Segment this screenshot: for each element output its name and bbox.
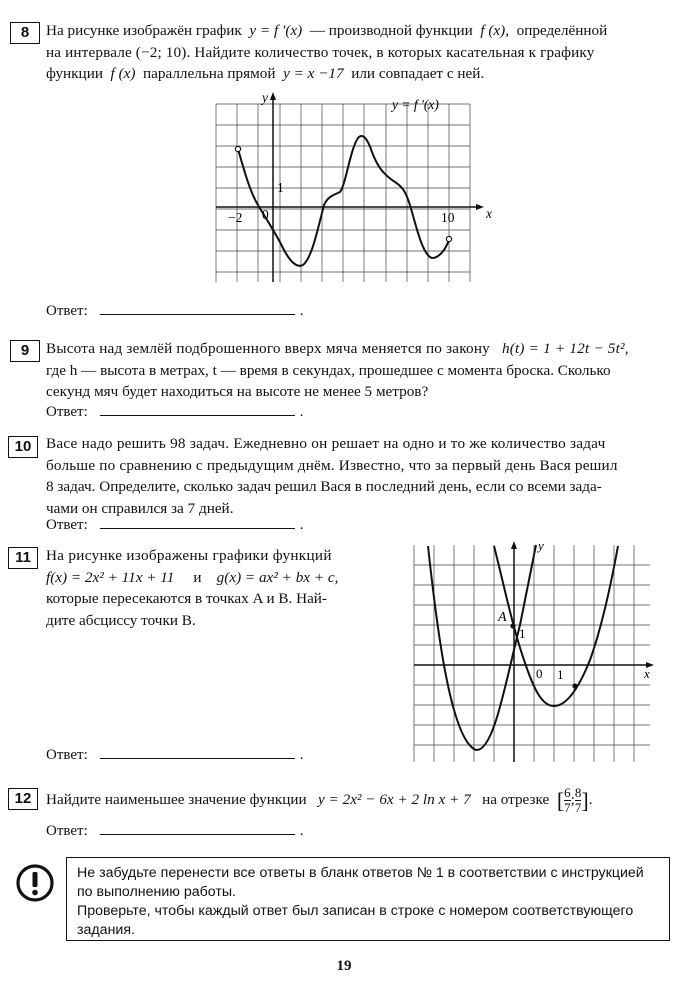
task8-line1: На рисунке изображён график y = f ′(x) — производной функции f (x), определённой (46, 22, 608, 39)
notice-box (66, 857, 670, 941)
answer-label: Ответ: (46, 303, 88, 319)
task8-derivative-curve (238, 136, 449, 266)
task11-y-arrow (511, 541, 517, 549)
answer-label: Ответ: (46, 517, 88, 533)
task10-answer-field[interactable] (100, 516, 295, 529)
task8-grid (216, 104, 470, 282)
task11-line2: f(x) = 2x² + 11x + 11 и g(x) = ax² + bx + c, (46, 568, 339, 586)
task11-line1: На рисунке изображены графики функций (46, 547, 332, 564)
task12-answer-field[interactable] (100, 822, 295, 835)
task8-graph (200, 88, 510, 288)
answer-label: Ответ: (46, 747, 88, 763)
answer-label: Ответ: (46, 823, 88, 839)
task8-open-point-left (235, 146, 240, 151)
task11-tick-0: 0 (536, 666, 543, 681)
notice-line1: Не забудьте перенести все ответы в бланк ответов № 1 в соответствии с инструкцией (77, 865, 644, 881)
task12-interval: [ (556, 787, 565, 813)
task8-x-arrow (476, 204, 484, 210)
task8-text (46, 20, 676, 85)
task11-line4: дите абсциссу точки B. (46, 611, 196, 629)
task8-line3: функции f (x) параллельна прямой y = x −17 или совпадает с ней. (46, 65, 485, 82)
task12-fraction-1: $\frac{6}{7}$ (564, 785, 571, 815)
task11-answer-row: Ответ: . (46, 747, 304, 763)
task11-axes (414, 545, 650, 762)
task11-point-B (572, 683, 577, 688)
task9-answer-field[interactable] (100, 403, 295, 416)
task10-line1: Васе надо решить 98 задач. Ежедневно он решает на одно и то же количество задач (46, 435, 606, 452)
notice-line3: Проверьте, чтобы каждый ответ был записан в строке с номером соответствующего (77, 903, 634, 919)
task8-answer-field[interactable] (100, 302, 295, 315)
task12-text: Найдите наименьшее значение функции y = 2x² − 6x + 2 ln x + 7 на отрезке [ $\frac{6}{7}$ ; $\frac{8}{7}$ ]. (46, 785, 593, 815)
notice-line2: по выполнению работы. (77, 884, 236, 900)
task10-line3: 8 задач. Определите, сколько задач решил Вася в последний день, если со всеми зада- (46, 478, 602, 495)
task11-x-label: x (644, 666, 650, 681)
task11-line3: которые пересекаются в точках A и B. Най- (46, 590, 327, 607)
task8-x-label: x (486, 206, 492, 221)
task11-grid (414, 545, 650, 762)
task8-y-arrow (270, 92, 276, 100)
exclamation-icon (15, 863, 55, 903)
task-number-11: 11 (8, 547, 38, 569)
task11-tick-1x: 1 (557, 667, 564, 682)
task10-text (46, 433, 676, 519)
task9-line2: где h — высота в метрах, t — время в секундах, прошедшее с момента броска. Сколько (46, 361, 611, 379)
task11-label-A: A (498, 610, 507, 625)
task10-answer-row: Ответ: . (46, 517, 304, 533)
task8-tick-10: 10 (441, 210, 455, 225)
task8-tick-minus2: −2 (228, 210, 243, 225)
task10-line2: больше по сравнению с предыдущим днём. Известно, что за первый день Вася решил (46, 456, 618, 474)
task11-tick-1y: 1 (519, 626, 526, 641)
task11-answer-field[interactable] (100, 746, 295, 759)
task-number-9: 9 (10, 340, 40, 362)
task8-y-label: y (262, 90, 268, 105)
task9-line1: Высота над землёй подброшенного вверх мяча меняется по закону h(t) = 1 + 12t − 5t², (46, 340, 629, 357)
task8-function-label: y = f ′(x) (392, 97, 439, 112)
task8-line2: на интервале (−2; 10). Найдите количество точек, в которых касательная к графику (46, 43, 595, 61)
task11-y-label: y (538, 538, 544, 553)
task10-line4: чами он справился за 7 дней. (46, 499, 234, 517)
page-number: 19 (336, 958, 352, 974)
task11-text (46, 545, 406, 631)
task12-fraction-2: $\frac{8}{7}$ (574, 785, 582, 815)
task-number-12: 12 (8, 788, 38, 810)
task9-text (46, 338, 676, 403)
task-number-8: 8 (10, 22, 40, 44)
answer-label: Ответ: (46, 404, 88, 420)
task9-line3: секунд мяч будет находиться на высоте не менее 5 метров? (46, 383, 429, 400)
task8-answer-row: Ответ: . (46, 303, 304, 319)
task8-open-point-right (446, 236, 451, 241)
task12-answer-row: Ответ: . (46, 823, 304, 839)
notice-line4: задания. (77, 922, 135, 938)
task8-tick-0: 0 (262, 207, 269, 222)
task8-tick-1: 1 (277, 180, 284, 195)
task11-point-A (510, 623, 515, 628)
task-number-10: 10 (8, 436, 38, 458)
task9-answer-row: Ответ: . (46, 404, 304, 420)
task11-graph (405, 538, 680, 768)
